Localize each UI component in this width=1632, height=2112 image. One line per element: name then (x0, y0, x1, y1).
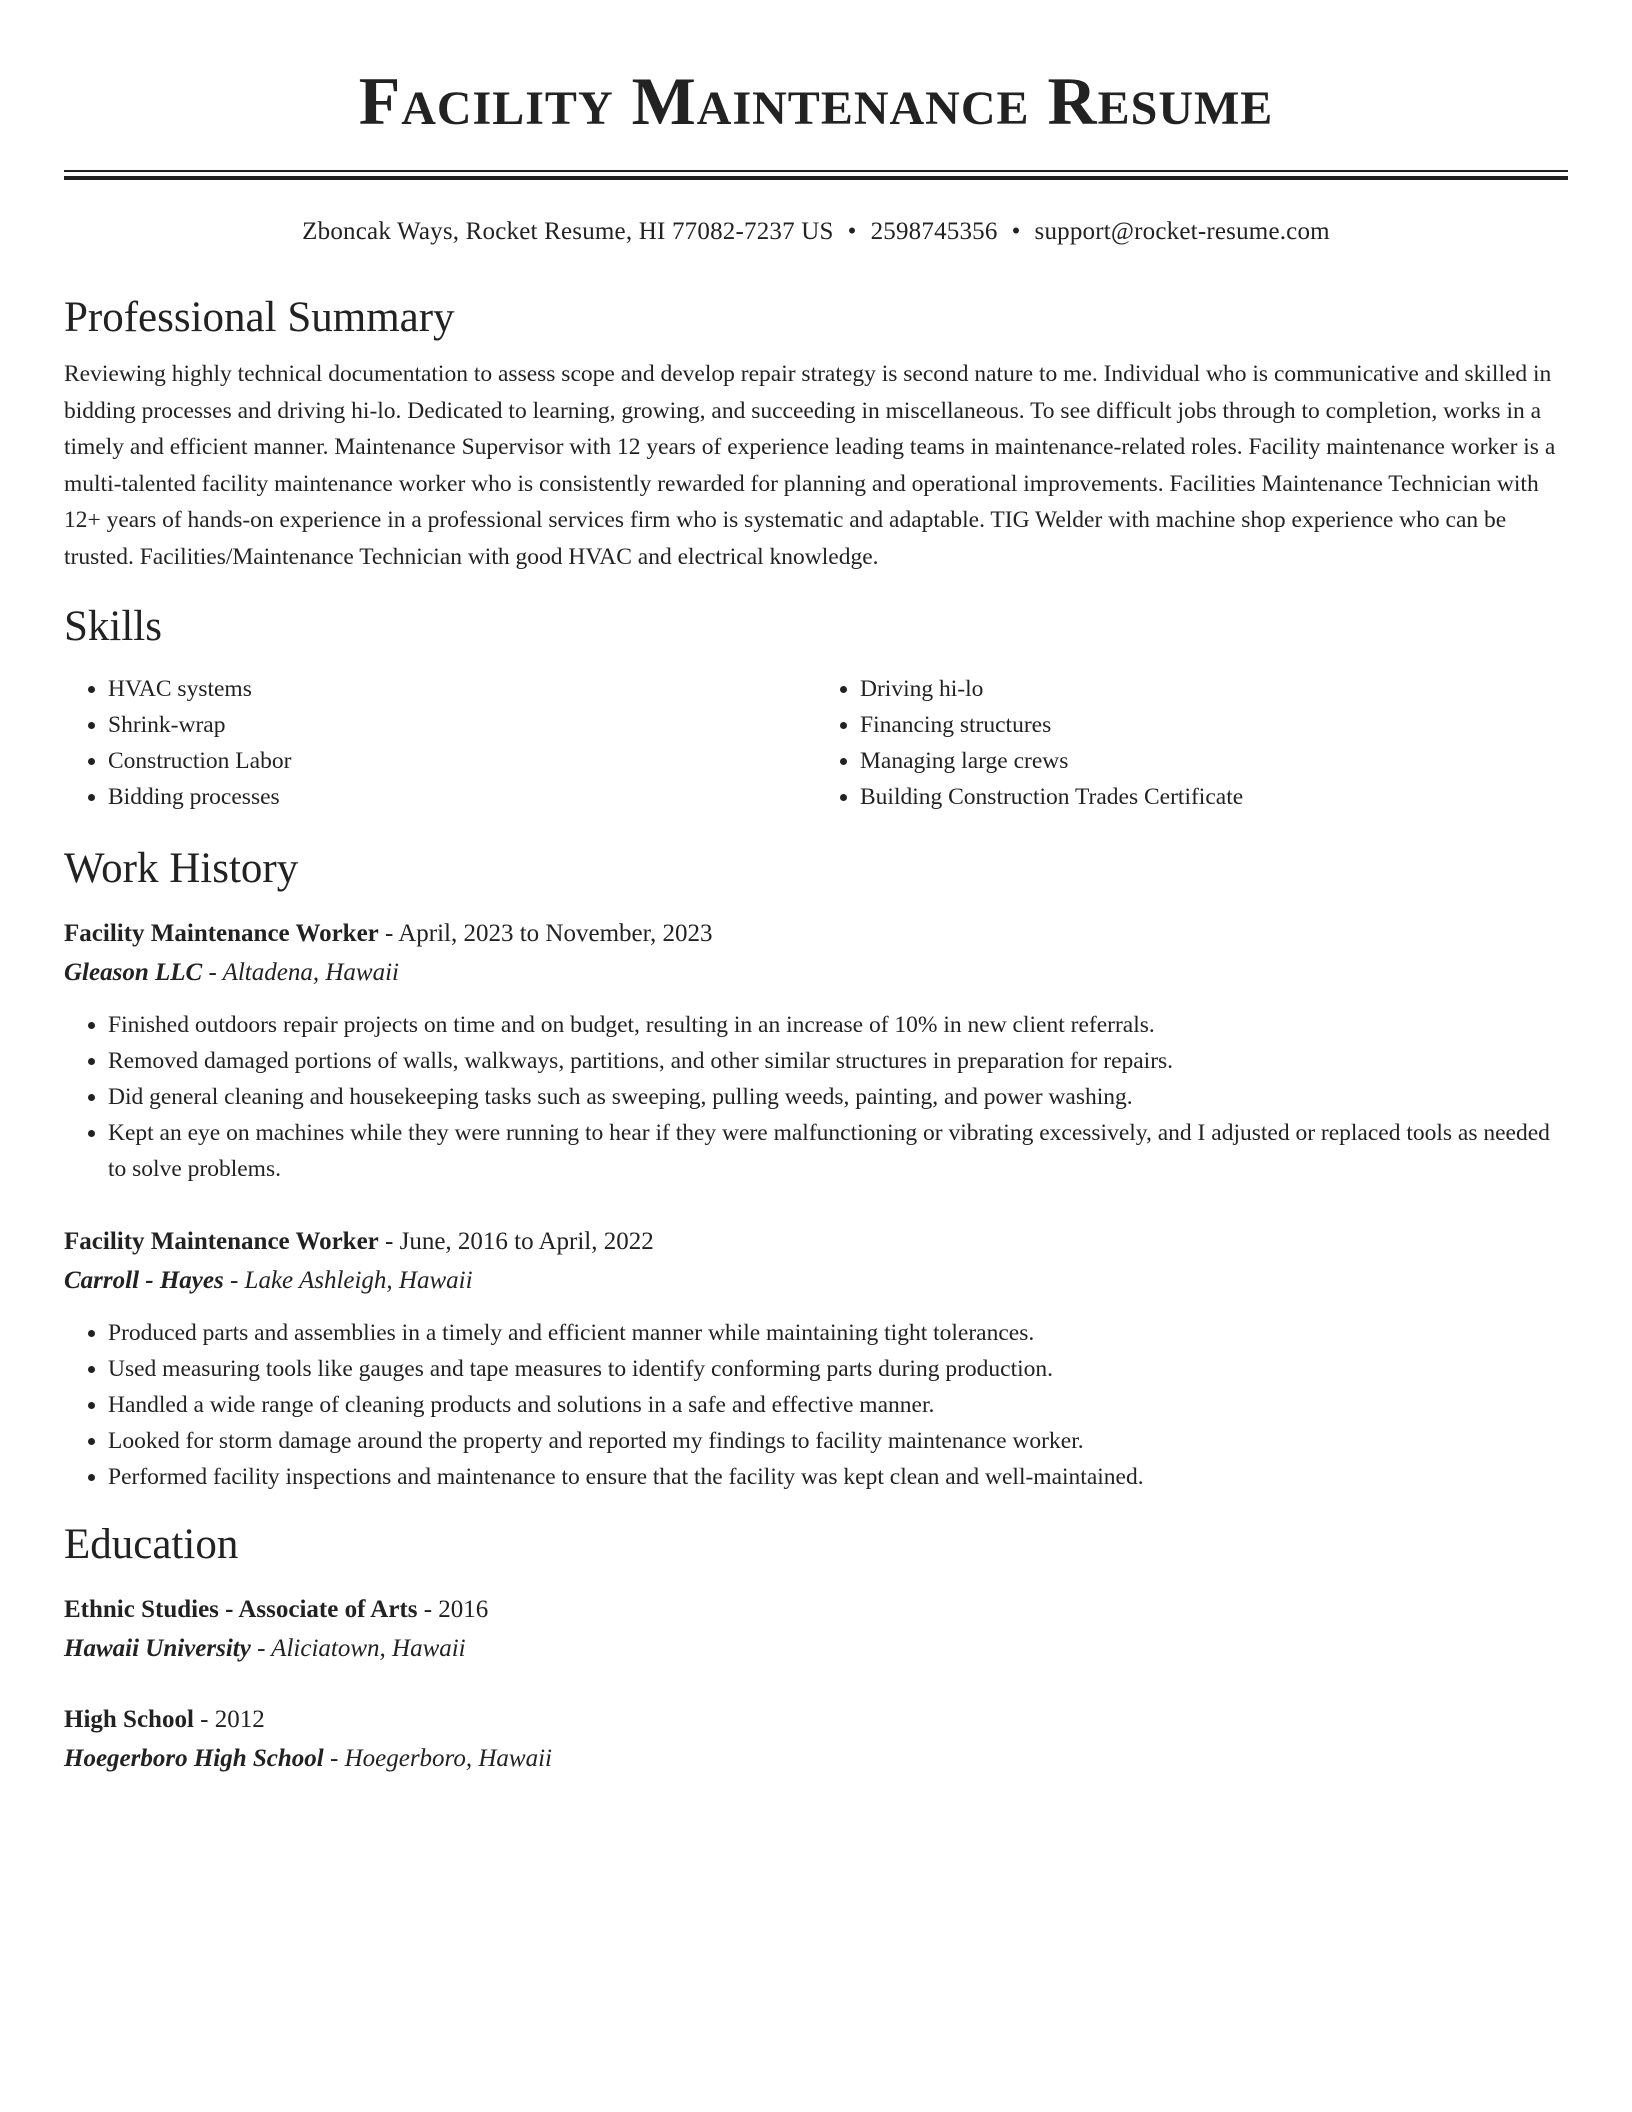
education-location: - Aliciatown, Hawaii (250, 1635, 466, 1662)
job-company: Carroll - Hayes (64, 1267, 224, 1294)
job-company-line (64, 953, 1568, 993)
job-entry (64, 1223, 1568, 1495)
job-duty: • Handled a wide range of cleaning products and solutions in a safe and effective manner. (108, 1387, 1568, 1423)
job-dates: - June, 2016 to April, 2022 (378, 1228, 654, 1255)
contact-email: support@rocket-resume.com (1034, 218, 1330, 245)
skill-item: • Building Construction Trades Certificate (860, 779, 1568, 815)
education-header (64, 1591, 1568, 1629)
job-duties (64, 1315, 1568, 1495)
education-year: - 2016 (417, 1596, 489, 1623)
education-degree: Ethnic Studies - Associate of Arts (64, 1596, 418, 1623)
job-location: - Lake Ashleigh, Hawaii (223, 1267, 473, 1294)
education-header (64, 1701, 1568, 1739)
skills-heading: Skills (64, 603, 162, 650)
skill-item: • Bidding processes (108, 779, 816, 815)
work-history-section (64, 841, 1568, 1495)
education-location: - Hoegerboro, Hawaii (323, 1745, 552, 1772)
contact-separator: • (847, 218, 857, 245)
job-duty: • Looked for storm damage around the property and reported my findings to facility maintenance worker. (108, 1423, 1568, 1459)
job-duties (64, 1007, 1568, 1187)
job-company-line (64, 1261, 1568, 1301)
education-degree: High School (64, 1706, 194, 1733)
job-entry (64, 915, 1568, 1187)
education-section (64, 1517, 1568, 1779)
education-year: - 2012 (193, 1706, 265, 1733)
skill-item: • HVAC systems (108, 671, 816, 707)
contact-separator: • (1011, 218, 1021, 245)
title-divider (64, 170, 1568, 180)
education-entry (64, 1591, 1568, 1669)
job-location: - Altadena, Hawaii (202, 959, 399, 986)
summary-section (64, 290, 1568, 575)
skill-item: • Driving hi-lo (860, 671, 1568, 707)
job-duty: • Did general cleaning and housekeeping tasks such as sweeping, pulling weeds, painting, and power washing. (108, 1079, 1568, 1115)
contact-phone: 2598745356 (870, 218, 998, 245)
job-company: Gleason LLC (64, 959, 203, 986)
summary-heading: Professional Summary (64, 294, 455, 341)
skills-column-right (816, 671, 1568, 815)
education-school-line (64, 1739, 1568, 1779)
contact-line (64, 214, 1568, 250)
education-entry (64, 1701, 1568, 1779)
job-header (64, 1223, 1568, 1261)
contact-address: Zboncak Ways, Rocket Resume, HI 77082-7237 US (302, 218, 834, 245)
work-history-heading: Work History (64, 845, 299, 892)
skill-item: • Shrink-wrap (108, 707, 816, 743)
job-title: Facility Maintenance Worker (64, 1228, 379, 1255)
job-header (64, 915, 1568, 953)
job-duty: • Used measuring tools like gauges and tape measures to identify conforming parts during production. (108, 1351, 1568, 1387)
education-school-line (64, 1629, 1568, 1669)
skills-list (64, 671, 1568, 815)
job-duty: • Finished outdoors repair projects on time and on budget, resulting in an increase of 10% in new client referrals. (108, 1007, 1568, 1043)
skills-section (64, 599, 1568, 815)
resume-title: Facility Maintenance Resume (358, 63, 1274, 139)
education-school: Hoegerboro High School (64, 1745, 324, 1772)
education-school: Hawaii University (64, 1635, 251, 1662)
skills-column-left (64, 671, 816, 815)
job-duty: • Performed facility inspections and maintenance to ensure that the facility was kept clean and well-maintained. (108, 1459, 1568, 1495)
summary-text: Reviewing highly technical documentation to assess scope and develop repair strategy is second nature to me. Individual who is communicative and skilled in bidding processes and driving hi-lo. Dedicated to learning, growing, and succeeding in miscellaneous. To see difficult jobs through to completion, works in a timely and efficient manner. Maintenance Supervisor with 12 years of experience leading teams in maintenance-related roles. Facility maintenance worker is a multi-talented facility maintenance worker who is consistently rewarded for planning and operational improvements. Facilities Maintenance Technician with 12+ years of hands-on experience in a professional services firm who is systematic and adaptable. TIG Welder with machine shop experience who can be trusted. Facilities/Maintenance Technician with good HVAC and electrical knowledge. (64, 361, 1556, 570)
skill-item: • Managing large crews (860, 743, 1568, 779)
education-heading: Education (64, 1521, 239, 1568)
skill-item: • Financing structures (860, 707, 1568, 743)
skill-item: • Construction Labor (108, 743, 816, 779)
job-title: Facility Maintenance Worker (64, 920, 379, 947)
job-duty: • Kept an eye on machines while they were running to hear if they were malfunctioning or vibrating excessively, and I adjusted or replaced tools as needed to solve problems. (108, 1115, 1568, 1187)
job-duty: • Removed damaged portions of walls, walkways, partitions, and other similar structures in preparation for repairs. (108, 1043, 1568, 1079)
job-duty: • Produced parts and assemblies in a timely and efficient manner while maintaining tight tolerances. (108, 1315, 1568, 1351)
job-dates: - April, 2023 to November, 2023 (378, 920, 713, 947)
